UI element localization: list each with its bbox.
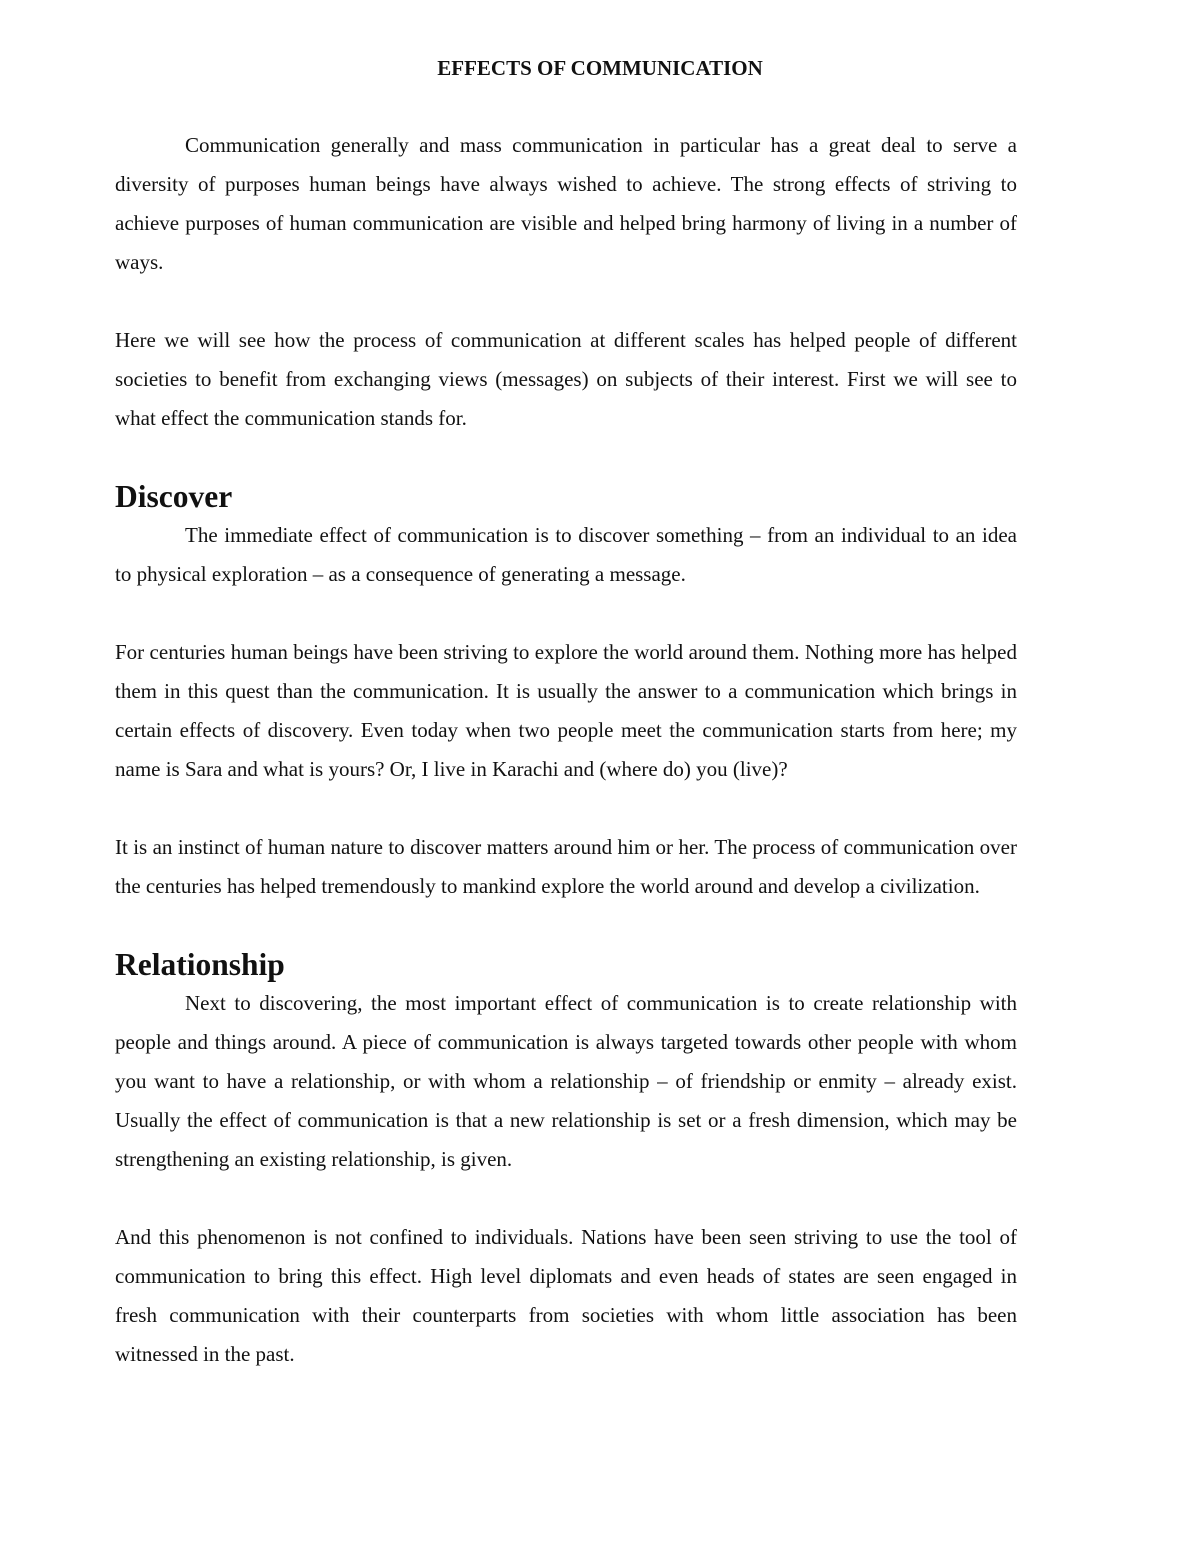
discover-paragraph-2: For centuries human beings have been striving to explore the world around them. Nothing more has helped them in this quest than the communication. It is usually the answer to a communication which brings in certain effects of discovery. Even today when two people meet the communication starts from here; my name is Sara and what is yours? Or, I live in Karachi and (where do) you (live)? <box>115 640 1017 781</box>
relationship-paragraph-2: And this phenomenon is not confined to individuals. Nations have been seen striving to use the tool of communication to bring this effect. High level diplomats and even heads of states are seen engaged in fresh communication with their counterparts from societies with whom little association has been witnessed in the past. <box>115 1225 1017 1366</box>
paragraph-spacer <box>115 594 1017 633</box>
paragraph-spacer <box>115 1179 1017 1218</box>
paragraph-spacer <box>115 438 1017 477</box>
paragraph-spacer <box>115 282 1017 321</box>
section-heading-discover: Discover <box>115 479 233 514</box>
paragraph-spacer <box>115 906 1017 945</box>
section-heading-relationship: Relationship <box>115 947 285 982</box>
relationship-paragraph-1: Next to discovering, the most important effect of communication is to create relationship with people and things around. A piece of communication is always targeted towards other people with whom you want to have a relationship, or with whom a relationship – of friendship or enmity – already exist. Usually the effect of communication is that a new relationship is set or a fresh dimension, which may be strengthening an existing relationship, is given. <box>115 991 1017 1171</box>
paragraph-spacer <box>115 789 1017 828</box>
document-title: EFFECTS OF COMMUNICATION <box>437 56 763 80</box>
intro-paragraph-2: Here we will see how the process of communication at different scales has helped people of different societies to benefit from exchanging views (messages) on subjects of their interest. First we will see to what effect the communication stands for. <box>115 328 1017 430</box>
intro-paragraph-1: Communication generally and mass communication in particular has a great deal to serve a diversity of purposes human beings have always wished to achieve. The strong effects of striving to achieve purposes of human communication are visible and helped bring harmony of living in a number of ways. <box>115 133 1017 274</box>
discover-paragraph-1: The immediate effect of communication is to discover something – from an individual to an idea to physical exploration – as a consequence of generating a message. <box>115 523 1017 586</box>
discover-paragraph-3: It is an instinct of human nature to discover matters around him or her. The process of communication over the centuries has helped tremendously to mankind explore the world around and develop a civilization. <box>115 835 1017 898</box>
document-body <box>115 126 1017 1374</box>
